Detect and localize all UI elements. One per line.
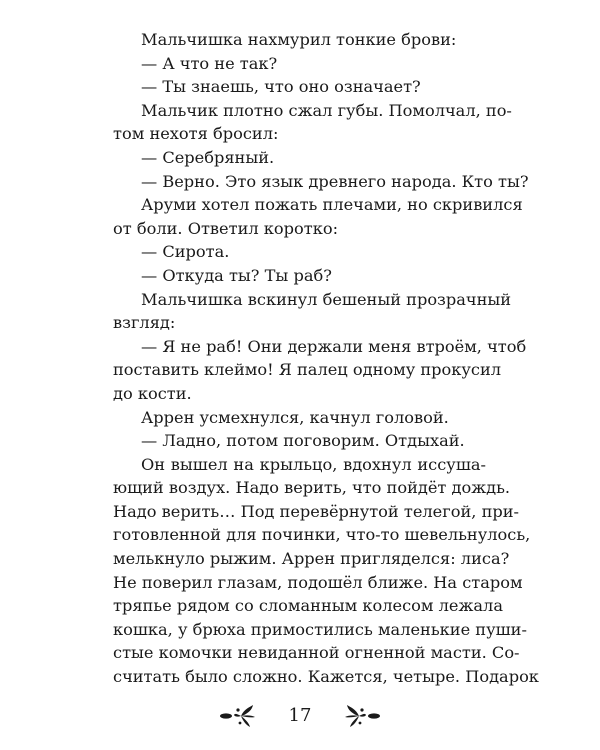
text-line: мелькнуло рыжим. Аррен пригляделся: лиса? xyxy=(113,549,510,569)
text-line: том нехотя бросил: xyxy=(113,124,279,144)
body-text xyxy=(113,28,539,689)
text-line: — А что не так? xyxy=(141,53,278,73)
text-line: ющий воздух. Надо верить, что пойдёт дождь. xyxy=(113,478,511,498)
leaf-ornament-icon xyxy=(323,701,383,729)
text-line: считать было сложно. Кажется, четыре. Подарок xyxy=(113,667,539,687)
text-line: — Ладно, потом поговорим. Отдыхай. xyxy=(141,431,465,451)
text-line: Не поверил глазам, подошёл ближе. На старом xyxy=(113,572,523,592)
page-number: 17 xyxy=(288,704,312,726)
text-line: — Серебряный. xyxy=(141,147,275,167)
text-line: до кости. xyxy=(113,383,192,403)
text-line: — Сирота. xyxy=(141,242,230,262)
text-line: — Ты знаешь, что оно означает? xyxy=(141,77,421,97)
text-line: Аррен усмехнулся, качнул головой. xyxy=(141,407,449,427)
text-line: — Я не раб! Они держали меня втроём, чтоб xyxy=(141,336,527,356)
text-line: Мальчишка нахмурил тонкие брови: xyxy=(141,30,457,49)
text-line: поставить клеймо! Я палец одному прокусил xyxy=(113,360,502,380)
text-line: Мальчик плотно сжал губы. Помолчал, по- xyxy=(141,100,512,120)
text-line: стые комочки невиданной огненной масти. Со- xyxy=(113,643,520,663)
page-footer xyxy=(0,700,600,730)
text-line: Мальчишка вскинул бешеный прозрачный xyxy=(141,289,512,309)
text-line: от боли. Ответил коротко: xyxy=(113,218,339,238)
text-line: Он вышел на крыльцо, вдохнул иссуша- xyxy=(141,454,486,474)
leaf-ornament-icon xyxy=(217,701,277,729)
text-line: тряпье рядом со сломанным колесом лежала xyxy=(113,596,503,616)
text-line: Надо верить… Под перевёрнутой телегой, при- xyxy=(113,501,519,521)
text-line: взгляд: xyxy=(113,313,176,333)
text-line: Аруми хотел пожать плечами, но скривился xyxy=(141,195,523,215)
text-line: — Верно. Это язык древнего народа. Кто ты? xyxy=(141,171,529,191)
text-line: кошка, у брюха примостились маленькие пуши- xyxy=(113,619,527,639)
text-line: готовленной для починки, что-то шевельнулось, xyxy=(113,525,531,545)
text-line: — Откуда ты? Ты раб? xyxy=(141,265,332,285)
